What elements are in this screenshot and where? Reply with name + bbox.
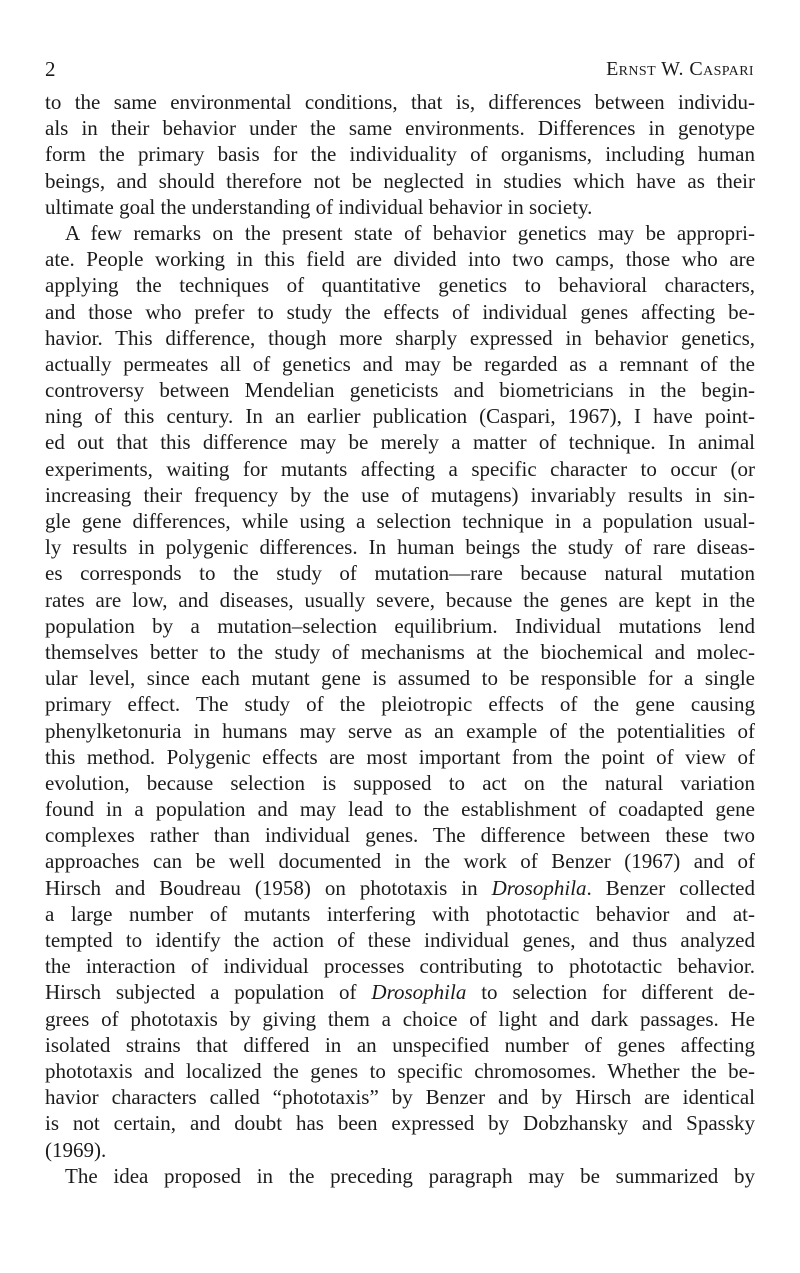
text-line: havior. This difference, though more sharply expressed in behavior genetics, bbox=[45, 325, 755, 350]
text-line: approaches can be well documented in the work of Benzer (1967) and of bbox=[45, 849, 755, 874]
text-line: ultimate goal the understanding of individual behavior in society. bbox=[45, 194, 593, 219]
text-segment: . Benzer collected bbox=[586, 875, 755, 900]
text-line: phototaxis and localized the genes to specific chromosomes. Whether the be- bbox=[45, 1058, 755, 1083]
text-line: the interaction of individual processes contributing to phototactic behavior. bbox=[45, 954, 755, 979]
text-line: to the same environmental conditions, that is, differences between individu- bbox=[45, 90, 755, 114]
text-line: applying the techniques of quantitative genetics to behavioral characters, bbox=[45, 273, 755, 298]
text-line: (1969). bbox=[45, 1137, 107, 1162]
text-line: A few remarks on the present state of behavior genetics may be appropri- bbox=[65, 220, 755, 245]
text-line: actually permeates all of genetics and may be regarded as a remnant of the bbox=[45, 351, 755, 376]
text-line: ular level, since each mutant gene is assumed to be responsible for a single bbox=[45, 666, 755, 691]
text-line: grees of phototaxis by giving them a choice of light and dark passages. He bbox=[45, 1006, 755, 1031]
text-line: controversy between Mendelian geneticists and biometricians in the begin- bbox=[45, 378, 755, 403]
text-line: complexes rather than individual genes. The difference between these two bbox=[45, 823, 755, 848]
italic-term: Drosophila bbox=[371, 980, 467, 1005]
text-line: this method. Polygenic effects are most important from the point of view of bbox=[45, 744, 755, 769]
running-head-author: Ernst W. Caspari bbox=[606, 58, 754, 80]
page-number: 2 bbox=[45, 57, 56, 81]
text-line: ly results in polygenic differences. In human beings the study of rare diseas- bbox=[45, 535, 755, 560]
text-line: phenylketonuria in humans may serve as an example of the potentialities of bbox=[45, 718, 755, 743]
text-line: gle gene differences, while using a selection technique in a population usual- bbox=[45, 509, 755, 533]
text-line: es corresponds to the study of mutation—rare because natural mutation bbox=[45, 561, 755, 586]
text-line: evolution, because selection is supposed to act on the natural variation bbox=[45, 770, 755, 795]
text-line bbox=[45, 979, 755, 1005]
text-line bbox=[45, 875, 755, 901]
text-line: The idea proposed in the preceding paragraph may be summarized by bbox=[65, 1163, 755, 1188]
running-head bbox=[45, 54, 754, 84]
text-line: found in a population and may lead to the establishment of coadapted gene bbox=[45, 797, 755, 822]
italic-term: Drosophila bbox=[491, 875, 587, 900]
text-line: isolated strains that differed in an unspecified number of genes affecting bbox=[45, 1032, 755, 1057]
text-line: and those who prefer to study the effects of individual genes affecting be- bbox=[45, 299, 755, 324]
text-line: form the primary basis for the individuality of organisms, including human bbox=[45, 142, 755, 167]
text-line: experiments, waiting for mutants affecting a specific character to occur (or bbox=[45, 456, 755, 481]
text-segment: to selection for different de- bbox=[466, 980, 755, 1005]
text-segment: Hirsch and Boudreau (1958) on phototaxis in bbox=[45, 875, 492, 900]
text-line: is not certain, and doubt has been expressed by Dobzhansky and Spassky bbox=[45, 1111, 755, 1136]
text-line: ate. People working in this field are divided into two camps, those who are bbox=[45, 247, 755, 272]
text-line: increasing their frequency by the use of mutagens) invariably results in sin- bbox=[45, 482, 755, 507]
text-line: als in their behavior under the same environments. Differences in genotype bbox=[45, 116, 755, 141]
text-line: ed out that this difference may be merely a matter of technique. In animal bbox=[45, 430, 755, 455]
text-line: havior characters called “phototaxis” by Benzer and by Hirsch are identical bbox=[45, 1085, 755, 1110]
text-line: population by a mutation–selection equilibrium. Individual mutations lend bbox=[45, 613, 755, 638]
text-line: rates are low, and diseases, usually severe, because the genes are kept in the bbox=[45, 587, 755, 612]
text-line: ning of this century. In an earlier publication (Caspari, 1967), I have point- bbox=[45, 404, 755, 429]
text-line: themselves better to the study of mechanisms at the biochemical and molec- bbox=[45, 639, 755, 664]
text-segment: Hirsch subjected a population of bbox=[45, 980, 372, 1005]
text-line: primary effect. The study of the pleiotropic effects of the gene causing bbox=[45, 692, 755, 717]
text-line: a large number of mutants interfering with phototactic behavior and at- bbox=[45, 901, 755, 926]
text-line: beings, and should therefore not be neglected in studies which have as their bbox=[45, 168, 755, 193]
body-text bbox=[45, 89, 755, 1189]
text-line: tempted to identify the action of these individual genes, and thus analyzed bbox=[45, 928, 755, 952]
